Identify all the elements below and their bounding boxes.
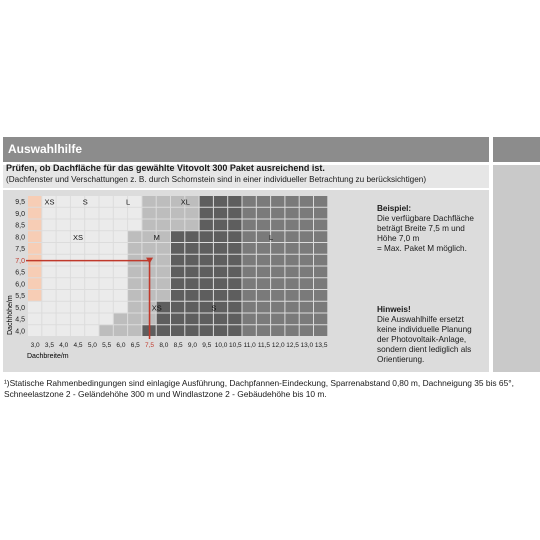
hint-line: keine individuelle Planung (377, 325, 472, 334)
grid-cell (128, 302, 141, 313)
grid-cell (71, 290, 84, 301)
grid-cell (285, 314, 298, 325)
grid-cell (271, 290, 284, 301)
grid-cell (185, 314, 198, 325)
height-tick-label: 6,0 (15, 281, 25, 289)
grid-cell (214, 278, 227, 289)
width-tick-label: 6,5 (130, 342, 140, 349)
grid-cell (300, 243, 313, 254)
grid-cell (128, 278, 141, 289)
hint-line: der Photovoltaik-Anlage, (377, 335, 467, 344)
width-tick-label: 11,0 (243, 342, 256, 349)
grid-cell (157, 208, 170, 219)
grid-cell (214, 267, 227, 278)
height-tick-label: 6,5 (15, 269, 25, 277)
grid-cell (85, 231, 98, 242)
grid-cell (114, 267, 127, 278)
grid-cell (171, 220, 184, 231)
grid-cell (114, 325, 127, 336)
size-label: XL (180, 197, 190, 207)
width-tick-label: 4,5 (73, 342, 83, 349)
grid-cell (185, 278, 198, 289)
grid-cell (300, 220, 313, 231)
grid-cell (314, 243, 327, 254)
grid-cell (228, 314, 241, 325)
example-box (377, 204, 474, 254)
grid-cell (85, 302, 98, 313)
hint-box (377, 305, 472, 365)
width-tick-label: 3,0 (30, 342, 40, 349)
grid-cell (42, 302, 55, 313)
grid-cell (314, 290, 327, 301)
width-tick-label: 8,5 (173, 342, 183, 349)
grid-cell (71, 243, 84, 254)
grid-cell (285, 243, 298, 254)
grid-cell (228, 231, 241, 242)
grid-cell (200, 267, 213, 278)
example-line: Die verfügbare Dachfläche (377, 214, 474, 223)
grid-cell (114, 314, 127, 325)
grid-cell (71, 325, 84, 336)
size-label: S (211, 303, 217, 313)
grid-cell (57, 196, 70, 207)
height-tick-label: 7,5 (15, 246, 25, 253)
grid-cell (28, 267, 41, 278)
grid-cell (57, 220, 70, 231)
grid-cell (257, 278, 270, 289)
grid-cell (128, 220, 141, 231)
grid-cell (42, 278, 55, 289)
grid-cell (214, 243, 227, 254)
grid-cell (257, 208, 270, 219)
grid-cell (314, 196, 327, 207)
grid-cell (257, 255, 270, 266)
grid-cell (128, 325, 141, 336)
grid-cell (314, 231, 327, 242)
grid-cell (57, 302, 70, 313)
grid-cell (185, 220, 198, 231)
grid-cell (257, 290, 270, 301)
grid-cell (200, 255, 213, 266)
grid-cell (71, 220, 84, 231)
footnote (4, 378, 536, 400)
grid-cell (314, 278, 327, 289)
grid-cell (100, 220, 113, 231)
grid-cell (71, 267, 84, 278)
grid-cell (271, 220, 284, 231)
grid-cell (28, 243, 41, 254)
grid-cell (285, 231, 298, 242)
grid-cell (114, 243, 127, 254)
grid-cell (157, 325, 170, 336)
example-line: beträgt Breite 7,5 m und (377, 224, 465, 233)
grid-cell (128, 290, 141, 301)
grid-cell (271, 243, 284, 254)
height-tick-label: 7,0 (15, 257, 25, 265)
grid-cell (200, 208, 213, 219)
grid-cell (57, 278, 70, 289)
grid-cell (285, 196, 298, 207)
grid-cell (271, 314, 284, 325)
grid-cell (271, 196, 284, 207)
grid-cell (142, 208, 155, 219)
grid-cell (185, 255, 198, 266)
grid-cell (157, 267, 170, 278)
grid-cell (200, 290, 213, 301)
grid-cell (214, 314, 227, 325)
grid-cell (300, 325, 313, 336)
grid-cell (28, 208, 41, 219)
width-tick-label: 3,5 (44, 342, 54, 349)
grid-cell (114, 302, 127, 313)
width-tick-label: 4,0 (59, 342, 69, 349)
grid-cell (157, 314, 170, 325)
grid-cell (171, 302, 184, 313)
grid-cell (57, 208, 70, 219)
grid-cell (42, 290, 55, 301)
grid-cell (42, 208, 55, 219)
hint-title: Hinweis! (377, 305, 411, 314)
grid-cell (257, 267, 270, 278)
grid-cell (243, 290, 256, 301)
width-tick-label: 13,0 (300, 342, 314, 349)
grid-cell (57, 314, 70, 325)
height-tick-label: 5,5 (15, 293, 25, 300)
width-tick-label: 9,0 (187, 342, 197, 349)
grid-cell (257, 302, 270, 313)
grid-cell (142, 243, 155, 254)
grid-cell (300, 208, 313, 219)
grid-cell (185, 267, 198, 278)
grid-cell (214, 231, 227, 242)
example-line: Höhe 7,0 m (377, 234, 420, 243)
grid-cell (214, 220, 227, 231)
grid-cell (243, 243, 256, 254)
grid-cell (271, 302, 284, 313)
y-axis-label: Dachhöhe/m (7, 295, 14, 335)
grid-cell (228, 325, 241, 336)
grid-cell (157, 220, 170, 231)
grid-cell (200, 314, 213, 325)
grid-cell (228, 255, 241, 266)
grid-cell (171, 314, 184, 325)
size-label: L (269, 232, 274, 242)
grid-cell (257, 196, 270, 207)
grid-cell (285, 325, 298, 336)
grid-cell (42, 325, 55, 336)
grid-cell (285, 220, 298, 231)
grid-cell (314, 255, 327, 266)
grid-cell (100, 278, 113, 289)
width-tick-label: 6,0 (116, 342, 126, 349)
grid-cell (300, 278, 313, 289)
height-tick-label: 5,0 (15, 304, 25, 312)
grid-cell (285, 267, 298, 278)
grid-cell (185, 208, 198, 219)
grid-cell (200, 231, 213, 242)
grid-cell (57, 290, 70, 301)
section-title: Auswahlhilfe (8, 142, 83, 156)
grid-cell (257, 314, 270, 325)
grid-cell (300, 231, 313, 242)
grid-cell (100, 208, 113, 219)
grid-cell (171, 290, 184, 301)
grid-cell (214, 208, 227, 219)
grid-cell (228, 267, 241, 278)
grid-cell (200, 243, 213, 254)
grid-cell (285, 278, 298, 289)
grid-cell (128, 208, 141, 219)
size-label: S (82, 197, 88, 207)
width-tick-label: 5,5 (102, 342, 112, 349)
grid-cell (28, 220, 41, 231)
grid-cell (257, 220, 270, 231)
section-header (3, 137, 489, 162)
grid-cell (128, 231, 141, 242)
hint-line: sondern dient lediglich als (377, 345, 472, 354)
grid-cell (85, 314, 98, 325)
grid-cell (214, 290, 227, 301)
grid-cell (228, 208, 241, 219)
width-tick-label: 10,0 (214, 342, 228, 349)
side-column (493, 165, 540, 372)
grid-cell (85, 220, 98, 231)
grid-cell (243, 278, 256, 289)
grid-cell (185, 302, 198, 313)
grid-cell (157, 255, 170, 266)
side-tab (493, 137, 540, 162)
grid-cell (85, 267, 98, 278)
width-tick-label: 13,5 (314, 342, 328, 349)
grid-cell (85, 208, 98, 219)
grid-cell (243, 325, 256, 336)
grid-cell (100, 290, 113, 301)
grid-cell (285, 255, 298, 266)
grid-cell (28, 231, 41, 242)
grid-cell (185, 243, 198, 254)
size-label: XS (44, 197, 55, 207)
grid-cell (228, 196, 241, 207)
width-tick-label: 8,0 (159, 342, 169, 349)
size-label: M (153, 232, 160, 242)
grid-cell (157, 290, 170, 301)
grid-cell (300, 255, 313, 266)
grid-cell (271, 267, 284, 278)
grid-cell (100, 325, 113, 336)
height-tick-label: 8,0 (15, 234, 25, 242)
grid-cell (243, 231, 256, 242)
grid-cell (243, 255, 256, 266)
grid-cell (200, 196, 213, 207)
grid-cell (300, 196, 313, 207)
x-axis-label: Dachbreite/m (27, 353, 69, 360)
grid-cell (300, 267, 313, 278)
grid-cell (243, 302, 256, 313)
grid-cell (271, 278, 284, 289)
grid-cell (128, 267, 141, 278)
grid-cell (300, 314, 313, 325)
grid-cell (314, 267, 327, 278)
grid-cell (271, 325, 284, 336)
grid-cell (57, 231, 70, 242)
size-label: XS (73, 232, 84, 242)
grid-cell (42, 243, 55, 254)
grid-cell (200, 325, 213, 336)
grid-cell (285, 290, 298, 301)
grid-cell (285, 208, 298, 219)
grid-cell (100, 231, 113, 242)
width-tick-label: 10,5 (229, 342, 242, 349)
grid-cell (85, 278, 98, 289)
grid-cell (100, 267, 113, 278)
grid-cell (300, 290, 313, 301)
grid-cell (28, 325, 41, 336)
grid-cell (200, 278, 213, 289)
grid-cell (28, 196, 41, 207)
grid-cell (114, 290, 127, 301)
grid-cell (142, 196, 155, 207)
grid-cell (157, 243, 170, 254)
grid-cell (228, 290, 241, 301)
grid-cell (243, 196, 256, 207)
grid-cell (214, 196, 227, 207)
grid-cell (42, 220, 55, 231)
width-tick-label: 5,0 (87, 342, 97, 349)
grid-cell (42, 267, 55, 278)
grid-cell (185, 325, 198, 336)
grid-cell (314, 325, 327, 336)
grid-cell (314, 302, 327, 313)
grid-cell (228, 220, 241, 231)
subheading-note: (Dachfenster und Verschattungen z. B. durch Schornstein sind in einer individueller Betrachtung zu berücksichtigen) (6, 175, 427, 184)
width-tick-label: 9,5 (202, 342, 212, 349)
grid-cell (57, 325, 70, 336)
grid-cell (71, 208, 84, 219)
grid-cell (285, 302, 298, 313)
grid-cell (114, 208, 127, 219)
grid-cell (71, 314, 84, 325)
height-tick-label: 4,5 (15, 316, 25, 324)
grid-cell (85, 243, 98, 254)
grid-cell (100, 302, 113, 313)
grid-cell (57, 243, 70, 254)
grid-cell (214, 255, 227, 266)
grid-cell (185, 290, 198, 301)
height-tick-label: 4,0 (15, 328, 25, 336)
grid-cell (57, 267, 70, 278)
grid-cell (314, 208, 327, 219)
width-tick-label: 11,5 (257, 342, 271, 349)
grid-cell (171, 267, 184, 278)
height-tick-label: 9,0 (15, 210, 25, 218)
grid-cell (114, 231, 127, 242)
height-tick-label: 9,5 (15, 199, 25, 206)
grid-cell (243, 220, 256, 231)
hint-line: Orientierung. (377, 355, 425, 364)
grid-cell (228, 278, 241, 289)
grid-cell (42, 231, 55, 242)
grid-cell (243, 267, 256, 278)
grid-cell (71, 302, 84, 313)
width-tick-label: 7,5 (145, 342, 155, 349)
grid-cell (271, 255, 284, 266)
size-label: L (126, 197, 131, 207)
grid-cell (243, 314, 256, 325)
grid-cell (214, 325, 227, 336)
grid-cell (257, 325, 270, 336)
grid-cell (257, 243, 270, 254)
grid-cell (185, 231, 198, 242)
width-tick-label: 12,5 (286, 342, 299, 349)
grid-cell (171, 208, 184, 219)
grid-cell (28, 278, 41, 289)
grid-cell (28, 302, 41, 313)
grid-cell (85, 290, 98, 301)
grid-cell (243, 208, 256, 219)
grid-cell (28, 314, 41, 325)
grid-cell (114, 220, 127, 231)
grid-cell (171, 325, 184, 336)
width-tick-label: 12,0 (271, 342, 285, 349)
grid-cell (71, 278, 84, 289)
example-title: Beispiel: (377, 204, 412, 213)
grid-cell (300, 302, 313, 313)
grid-cell (100, 243, 113, 254)
grid-cell (200, 220, 213, 231)
subheading-title: Prüfen, ob Dachfläche für das gewählte Vitovolt 300 Paket ausreichend ist. (6, 163, 325, 173)
grid-cell (100, 196, 113, 207)
grid-cell (228, 243, 241, 254)
grid-cell (271, 208, 284, 219)
size-label: XS (151, 303, 162, 313)
grid-cell (171, 255, 184, 266)
grid-cell (114, 278, 127, 289)
footnote-line: ¹)Statische Rahmenbedingungen sind einlagige Ausführung, Dachpfannen-Eindeckung, Sparrenabstand 0,80 m, Dachneigung 35 bis 65°, (4, 378, 514, 388)
grid-cell (171, 231, 184, 242)
grid-cell (314, 314, 327, 325)
grid-cell (85, 325, 98, 336)
grid-cell (128, 243, 141, 254)
grid-cell (142, 220, 155, 231)
grid-cell (100, 314, 113, 325)
grid-cell (157, 278, 170, 289)
grid-cell (42, 314, 55, 325)
footnote-line: Schneelastzone 2 - Geländehöhe 300 m und Windlastzone 2 - Gebäudehöhe bis 10 m. (4, 389, 327, 399)
grid-cell (157, 196, 170, 207)
example-line: = Max. Paket M möglich. (377, 244, 467, 253)
height-tick-label: 8,5 (15, 222, 25, 230)
grid-cell (228, 302, 241, 313)
grid-cell (171, 278, 184, 289)
grid-cell (28, 290, 41, 301)
grid-cell (314, 220, 327, 231)
grid-cell (171, 243, 184, 254)
hint-line: Die Auswahlhilfe ersetzt (377, 315, 464, 324)
grid-cell (128, 314, 141, 325)
